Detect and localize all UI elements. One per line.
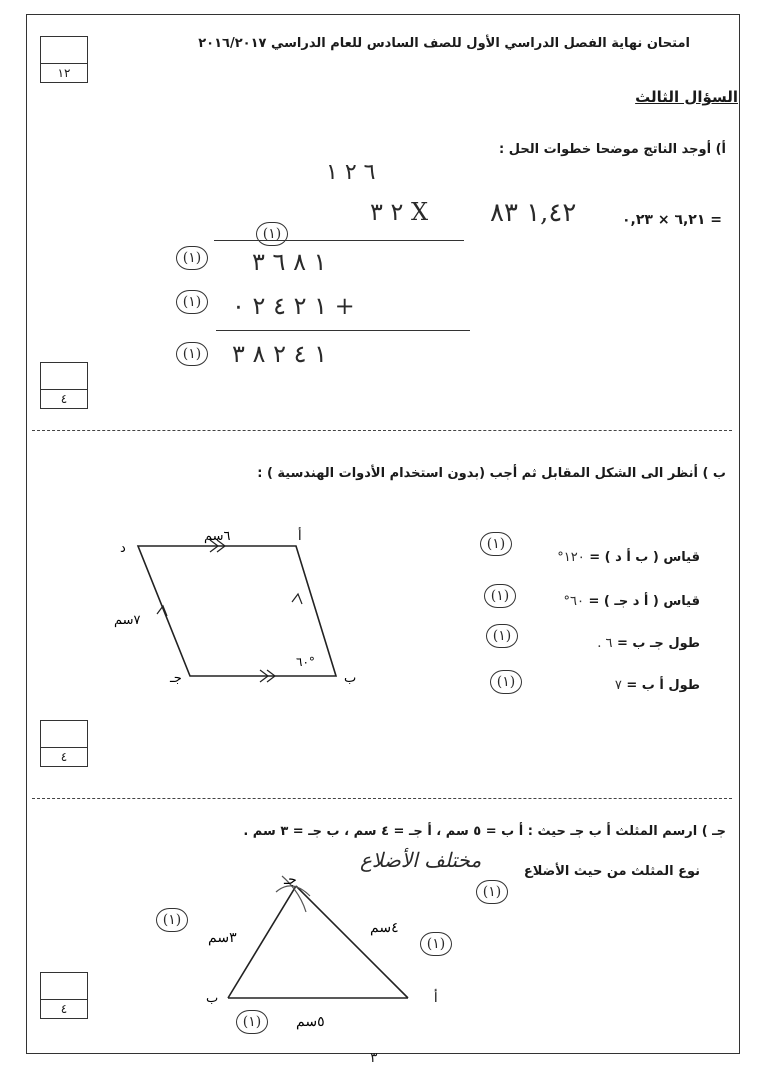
- angle-label-b: ٦٠°: [296, 655, 315, 669]
- part-a-prompt: أ) أوجد الناتج موضحا خطوات الحل :: [499, 142, 726, 157]
- part-a-expression: ٦,٢١ × ٠,٢٣ =: [622, 212, 722, 228]
- total-score-box: [40, 36, 88, 83]
- vertex-label-c: جـ: [284, 872, 297, 888]
- exam-header-title: امتحان نهاية الفصل الدراسي الأول للصف السادس للعام الدراسي ٢٠١٦/٢٠١٧: [198, 36, 690, 51]
- side-label-left: ٧سم: [114, 613, 141, 628]
- partial-product-2: ١ ٢ ٤ ٢ ٠ +: [232, 292, 355, 320]
- final-product: ١ ٤ ٢ ٨ ٣: [232, 340, 328, 368]
- angle-adc-question: قياس ( أ د جـ ) = ٦٠°: [563, 594, 700, 609]
- vertex-label-b: ب: [206, 991, 219, 1006]
- mark-circle: (١): [480, 532, 512, 556]
- section-title: السؤال الثالث: [635, 88, 738, 106]
- mark-circle: (١): [490, 670, 522, 694]
- length-ab-answer: ٧: [614, 678, 622, 693]
- length-ab-question: طول أ ب = ٧: [614, 678, 700, 693]
- sum-line: [216, 330, 470, 331]
- length-cb-question: طول جـ ب = ٦ .: [597, 636, 700, 651]
- mark-circle: (١): [176, 246, 208, 270]
- mark-circle: (١): [476, 880, 508, 904]
- mark-circle: (١): [236, 1010, 268, 1034]
- section-divider: [32, 430, 732, 431]
- length-cb-answer: ٦ .: [597, 636, 613, 651]
- triangle-type-question: نوع المثلث من حيث الأضلاع: [523, 864, 700, 879]
- carry-digits: ٦ ٢ ١: [326, 160, 376, 185]
- vertex-label-d: د: [120, 541, 126, 556]
- mark-circle: (١): [486, 624, 518, 648]
- vertex-label-b: ب: [344, 671, 357, 686]
- mark-circle: (١): [176, 290, 208, 314]
- angle-adc-answer: ٦٠°: [563, 594, 584, 609]
- multiplication-line: [214, 240, 464, 241]
- total-score-value: ١٢: [57, 66, 71, 80]
- side-label-top: ٦سم: [204, 529, 231, 544]
- triangle-figure: [170, 856, 440, 1036]
- multiplier-digits: ٢ ٣ X: [370, 198, 447, 226]
- page-number: ٣: [370, 1050, 378, 1066]
- partial-product-1: ١ ٨ ٦ ٣: [252, 248, 327, 276]
- part-b-score-box: [40, 720, 88, 767]
- vertex-label-a: أ: [298, 529, 302, 544]
- part-c-prompt: جـ ) ارسم المثلث أ ب جـ حيث : أ ب = ٥ سم ، أ جـ = ٤ سم ، ب جـ = ٣ سم .: [243, 824, 726, 839]
- mark-circle: (١): [256, 222, 288, 246]
- angle-bad-answer: ١٢٠°: [557, 550, 585, 565]
- mark-circle: (١): [420, 932, 452, 956]
- handwritten-answer: ١,٤٢ ٨٣: [490, 198, 577, 228]
- mark-circle: (١): [484, 584, 516, 608]
- side-label-bc: ٣سم: [208, 930, 237, 946]
- part-b-score-value: ٤: [60, 750, 68, 764]
- side-label-ac: ٤سم: [370, 920, 399, 936]
- part-b-prompt: ب ) أنظر الى الشكل المقابل ثم أجب (بدون استخدام الأدوات الهندسية ) :: [257, 466, 726, 481]
- vertex-label-c: جـ: [170, 671, 182, 686]
- angle-bad-question: قياس ( ب أ د ) = ١٢٠°: [557, 550, 700, 565]
- parallelogram-figure: [100, 510, 380, 700]
- triangle-type-answer: مختلف الأضلاع: [360, 848, 482, 872]
- mark-circle: (١): [176, 342, 208, 366]
- vertex-label-a: أ: [434, 991, 438, 1006]
- side-label-ab: ٥سم: [296, 1014, 325, 1030]
- part-c-score-box: [40, 972, 88, 1019]
- part-a-score-value: ٤: [60, 392, 68, 406]
- section-divider: [32, 798, 732, 799]
- mark-circle: (١): [156, 908, 188, 932]
- part-a-score-box: [40, 362, 88, 409]
- part-c-score-value: ٤: [60, 1002, 68, 1016]
